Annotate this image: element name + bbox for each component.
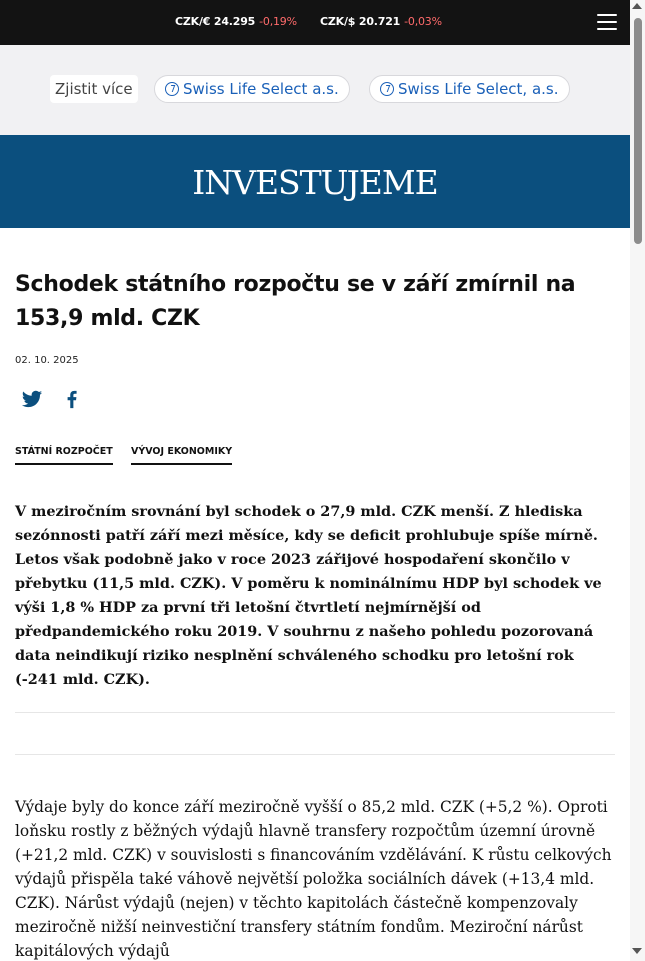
site-logo[interactable]: INVESTUJEME xyxy=(192,163,438,202)
divider xyxy=(15,754,615,755)
article-date: 02. 10. 2025 xyxy=(15,355,79,366)
usd-rate-label: CZK/$ 20.721 xyxy=(320,15,401,28)
brand-header xyxy=(0,135,630,228)
arrow-circle-icon xyxy=(380,82,394,96)
top-ticker-bar xyxy=(0,0,630,45)
eur-rate-change: -0,19% xyxy=(259,15,297,28)
tag-statni-rozpocet[interactable]: STÁTNÍ ROZPOČET xyxy=(15,446,113,465)
ad-link-1[interactable] xyxy=(154,75,350,103)
scrollbar-thumb[interactable] xyxy=(634,18,642,244)
divider xyxy=(15,712,615,713)
ad-strip xyxy=(0,45,630,135)
usd-rate-change: -0,03% xyxy=(404,15,442,28)
ad-label[interactable]: Zjistit více xyxy=(50,75,138,103)
hamburger-menu-icon[interactable] xyxy=(597,14,617,31)
scroll-down-arrow-icon[interactable] xyxy=(632,948,642,954)
facebook-icon[interactable] xyxy=(61,388,83,410)
tag-vyvoj-ekonomiky[interactable]: VÝVOJ EKONOMIKY xyxy=(131,446,232,465)
ad-link-2-label: Swiss Life Select, a.s. xyxy=(398,80,559,98)
arrow-circle-icon xyxy=(165,82,179,96)
ad-link-1-label: Swiss Life Select a.s. xyxy=(183,80,339,98)
scroll-up-arrow-icon[interactable] xyxy=(632,3,642,9)
ad-link-2[interactable] xyxy=(369,75,570,103)
usd-rate xyxy=(320,15,442,28)
twitter-icon[interactable] xyxy=(21,388,43,410)
eur-rate xyxy=(175,15,297,28)
article-body: Výdaje byly do konce září meziročně vyšší o 85,2 mld. CZK (+5,2 %). Oproti loňsku rostly z běžných výdajů hlavně transfery rozpočtům územní úrovně (+21,2 mld. CZK) v souvislosti s financováním vzdělávání. K růstu celkových výdajů přispěla také váhově největší položka sociálních dávek (+13,4 mld. CZK). Nárůst výdajů (nejen) v těchto kapitolách částečně kompenzovaly meziročně nižší neinvestiční transfery státním fondům. Meziroční nárůst kapitálových výdajů xyxy=(15,798,612,960)
article-lead: V meziročním srovnání byl schodek o 27,9 mld. CZK menší. Z hlediska sezónnosti patří září mezi měsíce, kdy se deficit prohlubuje spíše mírně. Letos však podobně jako v roce 2023 zářijové hospodaření skončilo v přebytku (11,5 mld. CZK). V poměru k nominálnímu HDP byl schodek ve výši 1,8 % HDP za první tři letošní čtvrtletí nejmírnější od předpandemického roku 2019. V souhrnu z našeho pohledu pozorovaná data neindikují riziko nesplnění schváleného schodku pro letošní rok (-241 mld. CZK). xyxy=(15,503,602,688)
article-title: Schodek státního rozpočtu se v září zmírnil na 153,9 mld. CZK xyxy=(15,272,576,331)
eur-rate-label: CZK/€ 24.295 xyxy=(175,15,256,28)
